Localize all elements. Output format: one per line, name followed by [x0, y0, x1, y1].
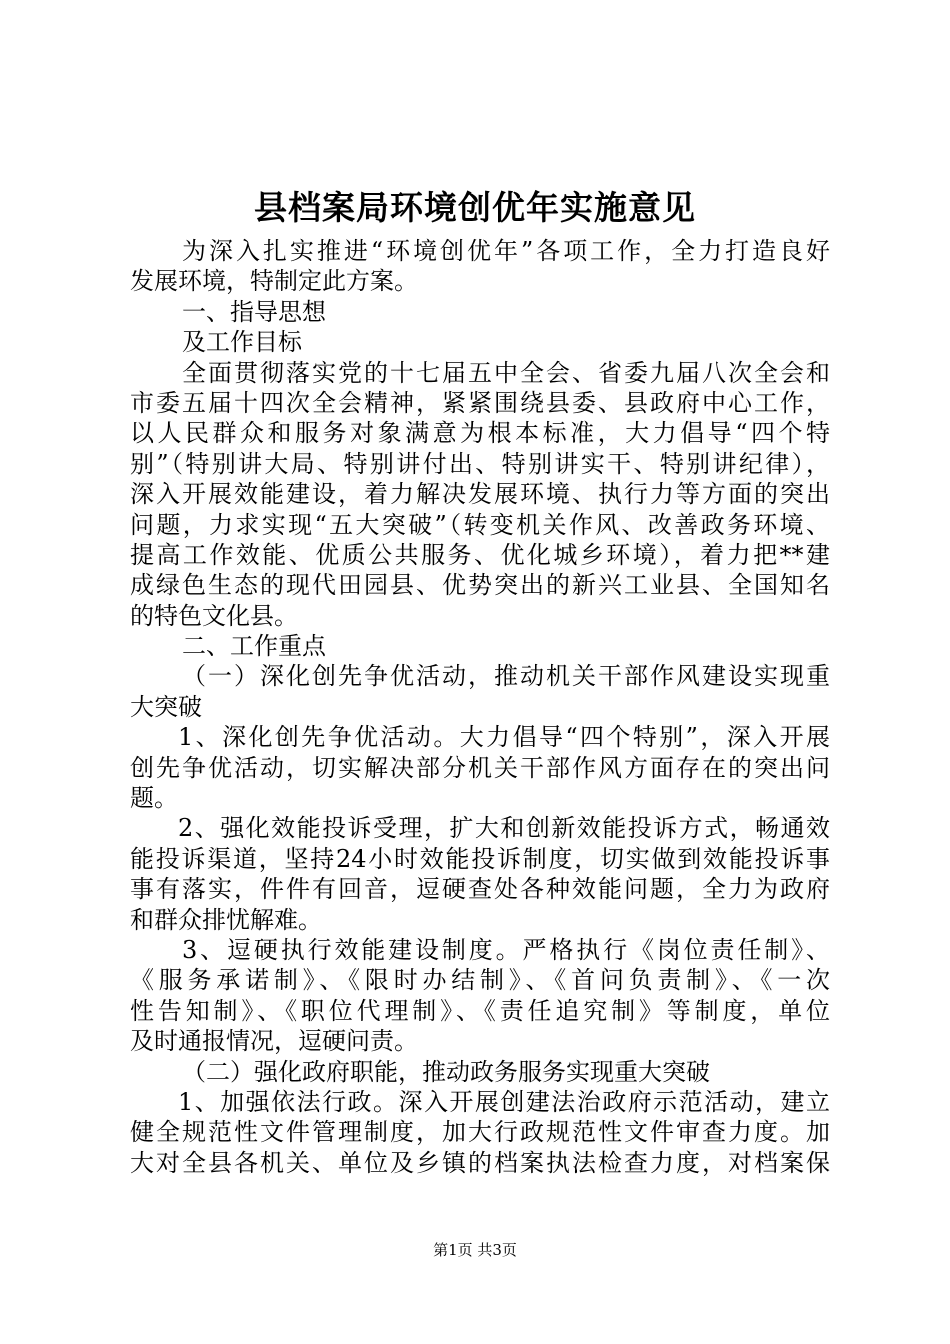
document-line: 及工作目标: [182, 328, 302, 357]
page-footer: 第1页 共3页: [433, 1241, 517, 1259]
document-line: 别”（特别讲大局、特别讲付出、特别讲实干、特别讲纪律），: [130, 449, 830, 478]
document-line: 大对全县各机关、单位及乡镇的档案执法检查力度，对档案保: [130, 1148, 830, 1177]
document-line: 和群众排忧解难。: [130, 905, 322, 934]
document-line: 的特色文化县。: [130, 601, 298, 630]
document-line: 事有落实，件件有回音，逗硬查处各种效能问题，全力为政府: [130, 875, 830, 904]
document-line: 2、强化效能投诉受理，扩大和创新效能投诉方式，畅通效: [178, 814, 830, 843]
document-line: 发展环境，特制定此方案。: [130, 267, 418, 296]
document-line: （一）深化创先争优活动，推动机关干部作风建设实现重: [182, 662, 830, 691]
document-line: 一、指导思想: [182, 297, 326, 326]
document-line: 成绿色生态的现代田园县、优势突出的新兴工业县、全国知名: [130, 571, 830, 600]
document-line: 以人民群众和服务对象满意为根本标准，大力倡导“四个特: [130, 419, 830, 448]
document-title: 县档案局环境创优年实施意见: [254, 188, 696, 227]
document-line: 深入开展效能建设，着力解决发展环境、执行力等方面的突出: [130, 480, 830, 509]
document-line: 大突破: [130, 692, 202, 721]
document-line: （二）强化政府职能，推动政务服务实现重大突破: [182, 1057, 710, 1086]
document-body: [130, 236, 830, 1178]
document-line: 提高工作效能、优质公共服务、优化城乡环境），着力把**建: [130, 540, 830, 569]
document-line: 3、逗硬执行效能建设制度。严格执行《岗位责任制》、: [182, 935, 830, 964]
document-line: 问题，力求实现“五大突破”（转变机关作风、改善政务环境、: [130, 510, 830, 539]
document-line: 性告知制》、《职位代理制》、《责任追究制》等制度，单位: [130, 996, 830, 1025]
document-line: 能投诉渠道，坚持24小时效能投诉制度，切实做到效能投诉事: [130, 844, 830, 873]
document-line: 《服务承诺制》、《限时办结制》、《首问负责制》、《一次: [130, 966, 830, 995]
document-line: 为深入扎实推进“环境创优年”各项工作，全力打造良好: [182, 237, 830, 265]
document-line: 题。: [130, 784, 178, 813]
document-line: 1、深化创先争优活动。大力倡导“四个特别”，深入开展: [178, 723, 830, 752]
document-line: 市委五届十四次全会精神，紧紧围绕县委、县政府中心工作，: [130, 388, 830, 417]
document-line: 二、工作重点: [182, 632, 326, 661]
document-line: 创先争优活动，切实解决部分机关干部作风方面存在的突出问: [130, 753, 830, 782]
document-line: 1、加强依法行政。深入开展创建法治政府示范活动，建立: [178, 1087, 830, 1116]
document-line: 全面贯彻落实党的十七届五中全会、省委九届八次全会和: [182, 358, 830, 387]
document-line: 健全规范性文件管理制度，加大行政规范性文件审查力度。加: [130, 1118, 830, 1147]
document-line: 及时通报情况，逗硬问责。: [130, 1027, 418, 1056]
